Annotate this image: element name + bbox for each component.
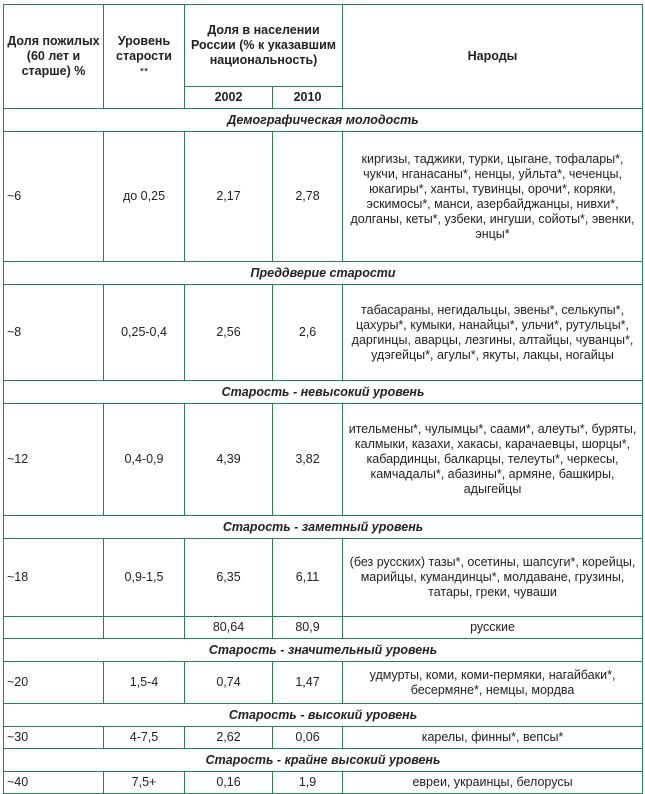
cell-share: ~18 (4, 539, 104, 617)
cell-share: ~30 (4, 727, 104, 749)
cell-peoples: удмурты, коми, коми-пермяки, нагайбаки*, бесермяне*, немцы, мордва (343, 662, 643, 704)
header-share: Доля пожилых (60 лет и старше) % (4, 5, 104, 109)
group-header-row (4, 109, 643, 132)
cell-level: 0,25-0,4 (104, 285, 185, 381)
table-row (4, 727, 643, 749)
cell-peoples: (без русских) тазы*, осетины, шапсуги*, корейцы, марийцы, кумандинцы*, молдаване, грузины, татары, греки, чуваши (343, 539, 643, 617)
cell-2010: 1,47 (273, 662, 343, 704)
cell-level: 7,5+ (104, 772, 185, 794)
group-header-row (4, 516, 643, 539)
cell-2002: 0,16 (185, 772, 273, 794)
cell-2010: 80,9 (273, 617, 343, 639)
cell-level: 4-7,5 (104, 727, 185, 749)
cell-share: ~6 (4, 132, 104, 262)
cell-2002: 6,35 (185, 539, 273, 617)
cell-share: ~12 (4, 404, 104, 516)
cell-2002: 2,56 (185, 285, 273, 381)
cell-2010: 0,06 (273, 727, 343, 749)
group-title: Старость - заметный уровень (4, 516, 643, 539)
group-title: Демографическая молодость (4, 109, 643, 132)
aging-table (3, 4, 643, 794)
group-header-row (4, 749, 643, 772)
cell-level: 0,4-0,9 (104, 404, 185, 516)
cell-level: 1,5-4 (104, 662, 185, 704)
group-header-row (4, 639, 643, 662)
table-row (4, 285, 643, 381)
group-title: Старость - невысокий уровень (4, 381, 643, 404)
group-header-row (4, 381, 643, 404)
cell-level: до 0,25 (104, 132, 185, 262)
cell-2002: 2,62 (185, 727, 273, 749)
cell-2010: 1,9 (273, 772, 343, 794)
cell-2010: 2,6 (273, 285, 343, 381)
cell-share: ~40 (4, 772, 104, 794)
header-level-label: Уровень старости (116, 33, 172, 63)
cell-2002: 4,39 (185, 404, 273, 516)
header-2010: 2010 (273, 87, 343, 109)
table-row (4, 662, 643, 704)
cell-2010: 6,11 (273, 539, 343, 617)
cell-level (104, 617, 185, 639)
header-peoples: Народы (343, 5, 643, 109)
header-2002: 2002 (185, 87, 273, 109)
cell-peoples: карелы, финны*, вепсы* (343, 727, 643, 749)
table-body (4, 109, 643, 794)
cell-level: 0,9-1,5 (104, 539, 185, 617)
table-row (4, 404, 643, 516)
cell-share: ~8 (4, 285, 104, 381)
cell-peoples: ительмены*, чулымцы*, саами*, алеуты*, буряты, калмыки, казахи, хакасы, карачаевцы, шорцы*, кабардинцы, балкарцы, телеуты*, черкесы, камчадалы*, абазины*, армяне, башкиры, адыгейцы (343, 404, 643, 516)
cell-2010: 3,82 (273, 404, 343, 516)
group-title: Старость - высокий уровень (4, 704, 643, 727)
group-title: Старость - крайне высокий уровень (4, 749, 643, 772)
group-header-row (4, 704, 643, 727)
table-row (4, 539, 643, 617)
group-title: Преддверие старости (4, 262, 643, 285)
group-header-row (4, 262, 643, 285)
cell-share: ~20 (4, 662, 104, 704)
table-row (4, 132, 643, 262)
header-level-mark: ** (139, 65, 149, 78)
cell-peoples: русские (343, 617, 643, 639)
header-population: Доля в населении России (% к указавшим национальность) (185, 5, 343, 87)
cell-2002: 80,64 (185, 617, 273, 639)
cell-2010: 2,78 (273, 132, 343, 262)
cell-share (4, 617, 104, 639)
cell-peoples: табасараны, негидальцы, эвены*, селькупы*, цахуры*, кумыки, нанайцы*, ульчи*, рутульцы*, даргинцы, аварцы, лезгины, алтайцы, чуванцы*, удэгейцы*, агулы*, якуты, лакцы, ногайцы (343, 285, 643, 381)
table-row (4, 772, 643, 794)
group-title: Старость - значительный уровень (4, 639, 643, 662)
header-level (104, 5, 185, 109)
cell-2002: 2,17 (185, 132, 273, 262)
table-header (4, 5, 643, 109)
cell-peoples: киргизы, таджики, турки, цыгане, тофалары*, чукчи, нганасаны*, ненцы, уйльта*, чеченцы, юкагиры*, ханты, тувинцы, орочи*, коряки, эскимосы*, манси, азербайджанцы, нивхи*, долганы, кеты*, узбеки, ингуши, сойоты*, эвенки, энцы* (343, 132, 643, 262)
cell-peoples: евреи, украинцы, белорусы (343, 772, 643, 794)
table-row (4, 617, 643, 639)
cell-2002: 0,74 (185, 662, 273, 704)
